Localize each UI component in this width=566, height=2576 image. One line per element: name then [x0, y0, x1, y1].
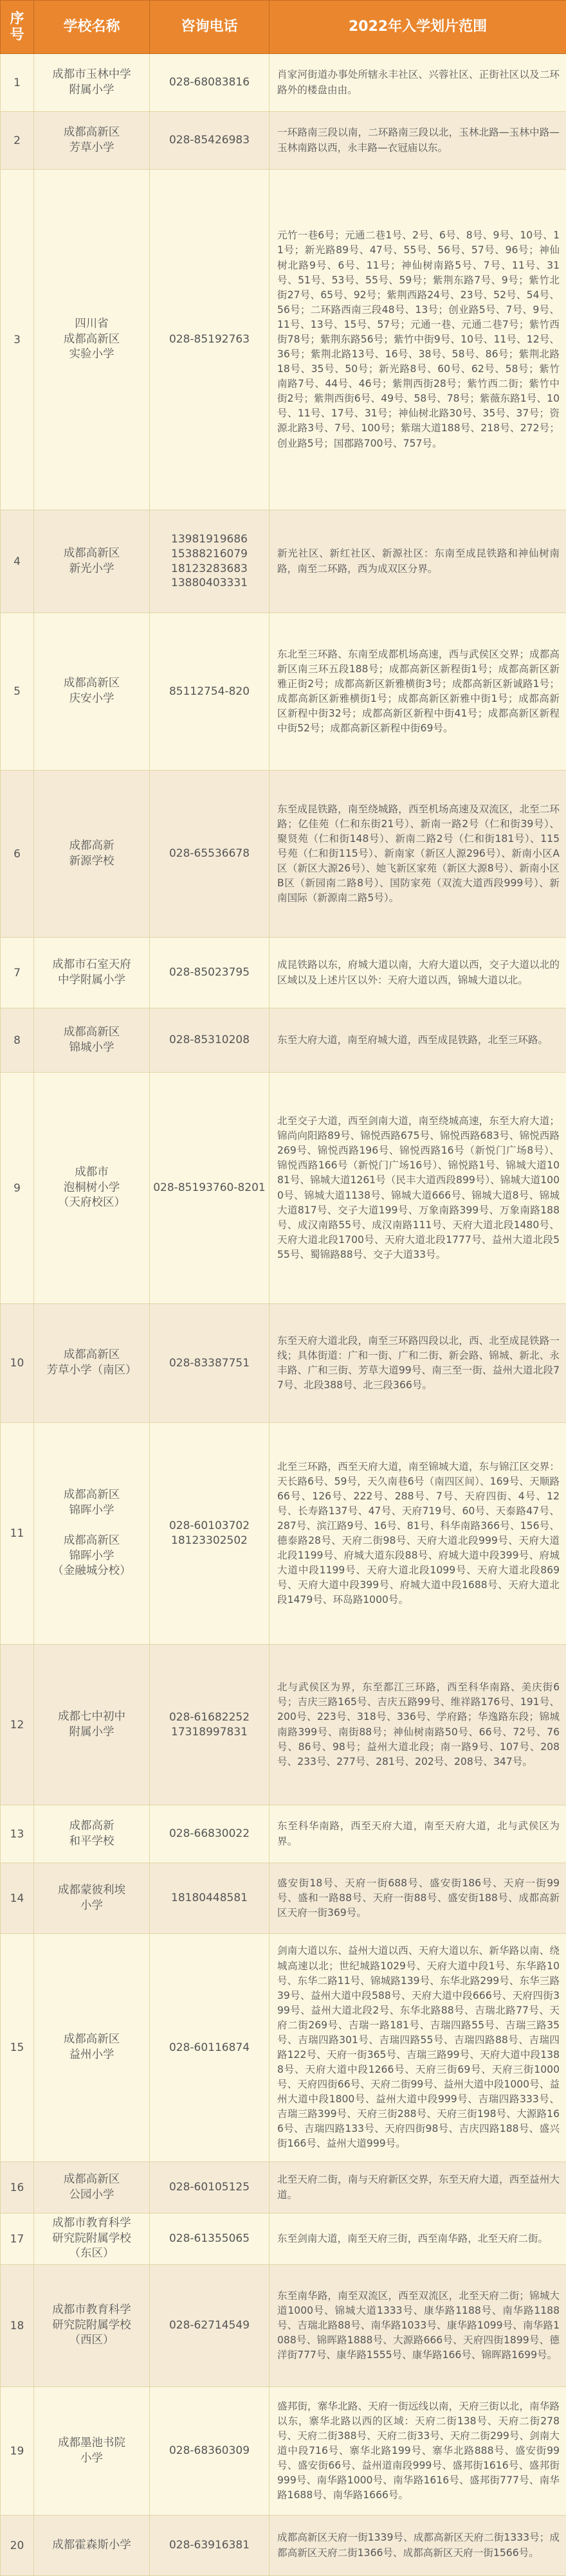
phone-number: 028-60105125: [150, 2162, 269, 2214]
phone-number: 028-63916381: [150, 2516, 269, 2576]
school-name: 成都高新区 益州小学: [34, 1934, 150, 2162]
header-index: 序号: [1, 1, 34, 54]
row-index: 8: [1, 1008, 34, 1073]
table-row: [1, 112, 566, 170]
row-index: 14: [1, 1863, 34, 1934]
row-index: 1: [1, 54, 34, 112]
enrollment-scope: 肖家河街道办事处所辖永丰社区、兴蓉社区、正街社区以及二环路外的楼盘由由。: [269, 54, 566, 112]
row-index: 16: [1, 2162, 34, 2214]
school-name: 成都市教育科学 研究院附属学校 （东区）: [34, 2214, 150, 2265]
enrollment-scope: 盛安街18号、天府一街688号、盛安街186号、天府一街99号、盛和一路88号、天府一街88号、盛安街188号、成都高新区天府一街369号。: [269, 1863, 566, 1934]
phone-number: 028-85023795: [150, 938, 269, 1008]
school-name: 成都高新区 庆安小学: [34, 613, 150, 771]
table-row: [1, 510, 566, 613]
school-name: 成都蒙彼利埃 小学: [34, 1863, 150, 1934]
school-name: 成都霍森斯小学: [34, 2516, 150, 2576]
school-name: 成都市 泡桐树小学 （天府校区）: [34, 1073, 150, 1304]
row-index: 12: [1, 1645, 34, 1805]
enrollment-scope: 东至南华路，南至双流区，西至双流区，北至天府二街；锦城大道1000号、锦城大道1333号、康华路1188号、南华路1188号、吉瑞北路88号、南华路1033号、康华路1099号、南华路1088号、锦晖路1888号、大源路666号、天府四街1899号、德洋街777号、康华路1555号、康华路166号、锦晖路1699号。: [269, 2265, 566, 2387]
table-row: [1, 1423, 566, 1645]
row-index: 4: [1, 510, 34, 613]
enrollment-scope: 盛邦街，寨华北路、天府一街远线以南，天府三街以北，南华路以东，寨华北路以西的区域：天府二街138号、天府二街278号、天府二街388号、天府二街33号、天府二街299号、剑南大道中段716号、寨华北路199号、寨华北路888号、盛安街99号、盛安街66号、益州道南段999号、盛邦街1616号、盛邦街999号、南华路1000号、南华路1616号、盛邦街777号、南华路1688号、南华路1666号。: [269, 2387, 566, 2516]
enrollment-scope: 北与武侯区为界，东至都江三环路，西至科华南路、美庆街6号；吉庆三路165号、吉庆五路99号、维祥路176号、191号、200号、223号、318号、336号、学府路；华逸路东段；锦城南路399号、南街88号；神仙树南路50号、66号、72号、76号、86号、98号；益州大道北段；南一路9号、107号、208号、233号、277号、281号、202号、208号、347号。: [269, 1645, 566, 1805]
school-name: 成都七中初中 附属小学: [34, 1645, 150, 1805]
phone-number: 85112754-820: [150, 613, 269, 771]
school-name: 成都高新区 锦城小学: [34, 1008, 150, 1073]
school-name: 成都高新区 芳草小学（南区）: [34, 1304, 150, 1423]
table-row: [1, 1863, 566, 1934]
table-row: [1, 938, 566, 1008]
table-row: [1, 54, 566, 112]
enrollment-scope: 新光社区、新红社区、新源社区：东南至成昆铁路和神仙树南路，南至二环路，西为成双区分界。: [269, 510, 566, 613]
school-name: 成都市玉林中学 附属小学: [34, 54, 150, 112]
enrollment-scope: 北至三环路，西至天府大道，南至锦城大道，东与锦江区交界：天长路6号、59号，天久南巷6号（南四区间）、169号、天顺路66号、126号、222号、288号、7号、天府四街、4号、12号、长寿路137号、47号、天府719号、60号、天泰路47号、287号、滨江路9号、16号、81号、科华南路366号、156号、德泰路28号、天府二街98号、天府大道北段999号、天府大道北段1199号、府城大道东段88号、府城大道中段399号、府城大道中段1199号、天府大道北段1099号、天府大道北段869号、天府大道中段399号、府城大道中段1688号、天府大道北段1479号、环岛路1000号。: [269, 1423, 566, 1645]
enrollment-scope: 东北至三环路、东南至成都机场高速，西与武侯区交界；成都高新区南三环五段188号；成都高新区新程街1号；成都高新区新雅正街2号；成都高新区新雅横街3号；成都高新区新诚路1号；成都高新区新雅横街1号；成都高新区新雅中街1号；成都高新区新程中街32号；成都高新区新程中街41号；成都高新区新程中街52号；成都高新区新程中街69号。: [269, 613, 566, 771]
table-row: [1, 613, 566, 771]
table-row: [1, 2162, 566, 2214]
table-row: [1, 1645, 566, 1805]
header-scope: 2022年入学划片范围: [269, 1, 566, 54]
school-name: 成都高新区 锦晖小学 成都高新区 锦晖小学 （金融城分校）: [34, 1423, 150, 1645]
phone-number: 028-83387751: [150, 1304, 269, 1423]
phone-number: 028-60103702 18123302502: [150, 1423, 269, 1645]
row-index: 20: [1, 2516, 34, 2576]
table-row: [1, 1805, 566, 1863]
row-index: 3: [1, 170, 34, 510]
table-row: [1, 1073, 566, 1304]
table-row: [1, 2387, 566, 2516]
phone-number: 028-85426983: [150, 112, 269, 170]
enrollment-scope: 北至交子大道，西至剑南大道，南至绕城高速，东至大府大道；锦尚向阳路89号、锦悦西路675号、锦悦西路683号、锦悦西路269号、锦悦西路196号、锦悦西路16号（新悦门广场8号）、锦悦西路166号（新悦门广场16号）、锦悦路1号、锦城大道1081号、锦城大道1261号（民丰大道西段899号）、锦城大道1000号、锦城大道1138号、锦城大道666号、锦城大道8号、锦城大道817号、交子大道199号、万象南路399号、万象南路188号、成汉南路55号、成汉南路111号、天府大道北段1480号、天府大道北段1700号、天府大道北段1777号、益州大道北段555号、蜀锦路88号、交子大道33号。: [269, 1073, 566, 1304]
school-name: 成都市石室天府 中学附属小学: [34, 938, 150, 1008]
phone-number: 028-61682252 17318997831: [150, 1645, 269, 1805]
row-index: 11: [1, 1423, 34, 1645]
row-index: 7: [1, 938, 34, 1008]
row-index: 18: [1, 2265, 34, 2387]
school-name: 成都高新 新源学校: [34, 771, 150, 938]
phone-number: 028-68083816: [150, 54, 269, 112]
enrollment-scope: 东至天府大道北段，南至三环路四段以北，西、北至成昆铁路一线；具体街道：广和一街、广和二街、新会路、锦城、新北、永丰路、广和三街、芳草大道99号、南三至一街、益州大道北段77号、北段388号、北三段366号。: [269, 1304, 566, 1423]
school-name: 成都高新区 公园小学: [34, 2162, 150, 2214]
phone-number: 028-61355065: [150, 2214, 269, 2265]
school-name: 成都高新区 新光小学: [34, 510, 150, 613]
table-row: [1, 2265, 566, 2387]
phone-number: 028-68360309: [150, 2387, 269, 2516]
phone-number: 028-85310208: [150, 1008, 269, 1073]
phone-number: 028-66830022: [150, 1805, 269, 1863]
enrollment-scope: 元竹一巷6号；元通二巷1号、2号、6号、8号、9号、10号、11号；新光路89号、47号、55号、56号、57号、96号；神仙树北路9号、6号、11号；神仙树南路5号、7号、11号、31号、51号、53号、55号、59号；紫荆东路7号、9号；紫竹北街27号、65号、92号；紫荆西路24号、23号、52号、54号、56号；二环路西南三段48号、13号；创业路5号、7号、9号、11号、13号、15号、57号；元通一巷、元通二巷7号；紫竹西街78号；紫荆东路56号；紫竹中街9号、10号、11号、12号、36号；紫荆北路13号、16号、38号、58号、86号；紫荆北路18号、35号、50号；新光路8号、60号、62号、58号；紫竹南路7号、44号、46号；紫荆西街28号；紫竹西二街；紫竹中街2号；紫荆西街6号、49号、58号、78号；紫薇东路1号、10号、11号、17号、31号；神仙树北路30号、35号、37号；资源北路3号、7号、100号；紫瑞大道188号、218号、272号；创业路5号；国郡路700号、757号。: [269, 170, 566, 510]
enrollment-scope: 一环路南三段以南，二环路南三段以北，玉林北路—玉林中路—玉林南路以西，永丰路—衣冠庙以东。: [269, 112, 566, 170]
row-index: 2: [1, 112, 34, 170]
enrollment-scope: 成昆铁路以东，府城大道以南，大府大道以西，交子大道以北的区域以及上述片区以外：天府大道以西，锦城大道以北。: [269, 938, 566, 1008]
row-index: 9: [1, 1073, 34, 1304]
row-index: 15: [1, 1934, 34, 2162]
row-index: 17: [1, 2214, 34, 2265]
table-row: [1, 2214, 566, 2265]
school-name: 成都墨池书院 小学: [34, 2387, 150, 2516]
table-row: [1, 1304, 566, 1423]
school-name: 四川省 成都高新区 实验小学: [34, 170, 150, 510]
phone-number: 028-65536678: [150, 771, 269, 938]
row-index: 6: [1, 771, 34, 938]
enrollment-scope: 东至大府大道，南至府城大道，西至成昆铁路，北至三环路。: [269, 1008, 566, 1073]
table-row: [1, 1934, 566, 2162]
table-row: [1, 771, 566, 938]
enrollment-scope: 成都高新区天府一街1339号、成都高新区天府二街1333号；成都高新区天府二街1366号、成都高新区天府一街1566号。: [269, 2516, 566, 2576]
phone-number: 028-62714549: [150, 2265, 269, 2387]
enrollment-scope: 东至剑南大道，南至天府三街，西至南华路，北至天府二街。: [269, 2214, 566, 2265]
enrollment-scope: 东至科华南路，西至天府大道，南至天府大道，北与武侯区为界。: [269, 1805, 566, 1863]
phone-number: 028-60116874: [150, 1934, 269, 2162]
phone-number: 13981919686 15388216079 18123283683 13880403331: [150, 510, 269, 613]
school-name: 成都高新区 芳草小学: [34, 112, 150, 170]
enrollment-scope: 剑南大道以东、益州大道以西、天府大道以东、新华路以南、绕城高速以北；世纪城路1029号、天府大道中段1号、东华路10号、东华二路11号、锦城路139号、东华北路299号、东华三路39号、益州大道中段588号、天府大道中段666号、天府四街399号、益州大道北段2号、东华北路88号、吉瑞北路77号、天府二街269号、吉瑞一路181号、吉瑞四路55号、吉瑞三路35号、吉瑞四路301号、吉瑞四路55号、吉瑞四路88号、吉瑞四路122号、天府一街365号、吉瑞三路99号、天府大道中段1388号、天府大道中段1266号、天府三街69号、天府三街1000号、天府四街66号、天府二街99号、益州大道中段1000号、益州大道中段1800号、益州大道中段999号、吉瑞四路333号、吉瑞三路399号、天府三街288号、天府三街198号、大源路166号、吉瑞四路133号、天府四街98号、吉庆四路188号、盛兴街166号、益州大道999号。: [269, 1934, 566, 2162]
phone-number: 028-85193760-8201: [150, 1073, 269, 1304]
row-index: 10: [1, 1304, 34, 1423]
phone-number: 028-85192763: [150, 170, 269, 510]
table-row: [1, 170, 566, 510]
table-row: [1, 2516, 566, 2576]
enrollment-scope: 北至天府二街，南与天府新区交界，东至天府大道，西至益州大道。: [269, 2162, 566, 2214]
row-index: 13: [1, 1805, 34, 1863]
table-header-row: [1, 1, 566, 54]
row-index: 5: [1, 613, 34, 771]
school-name: 成都市教育科学 研究院附属学校 （西区）: [34, 2265, 150, 2387]
row-index: 19: [1, 2387, 34, 2516]
header-phone: 咨询电话: [150, 1, 269, 54]
school-name: 成都高新 和平学校: [34, 1805, 150, 1863]
header-school: 学校名称: [34, 1, 150, 54]
enrollment-scope: 东至成昆铁路，南至绕城路，西至机场高速及双流区，北至二环路；亿佳苑（仁和东街21号）、新南一路2号（仁和街39号）、聚贤苑（仁和街148号）、新南二路2号（仁和街181号）、115号苑（仁和街115号）、新南家（新区人源296号）、新南小区A区（新区大源26号）、她飞新区家苑（新区大源8号）、新南小区B区（新园南二路8号）、国防家苑（双流大道西段999号）、新南国际（新源南二路5号）。: [269, 771, 566, 938]
phone-number: 18180448581: [150, 1863, 269, 1934]
table-row: [1, 1008, 566, 1073]
